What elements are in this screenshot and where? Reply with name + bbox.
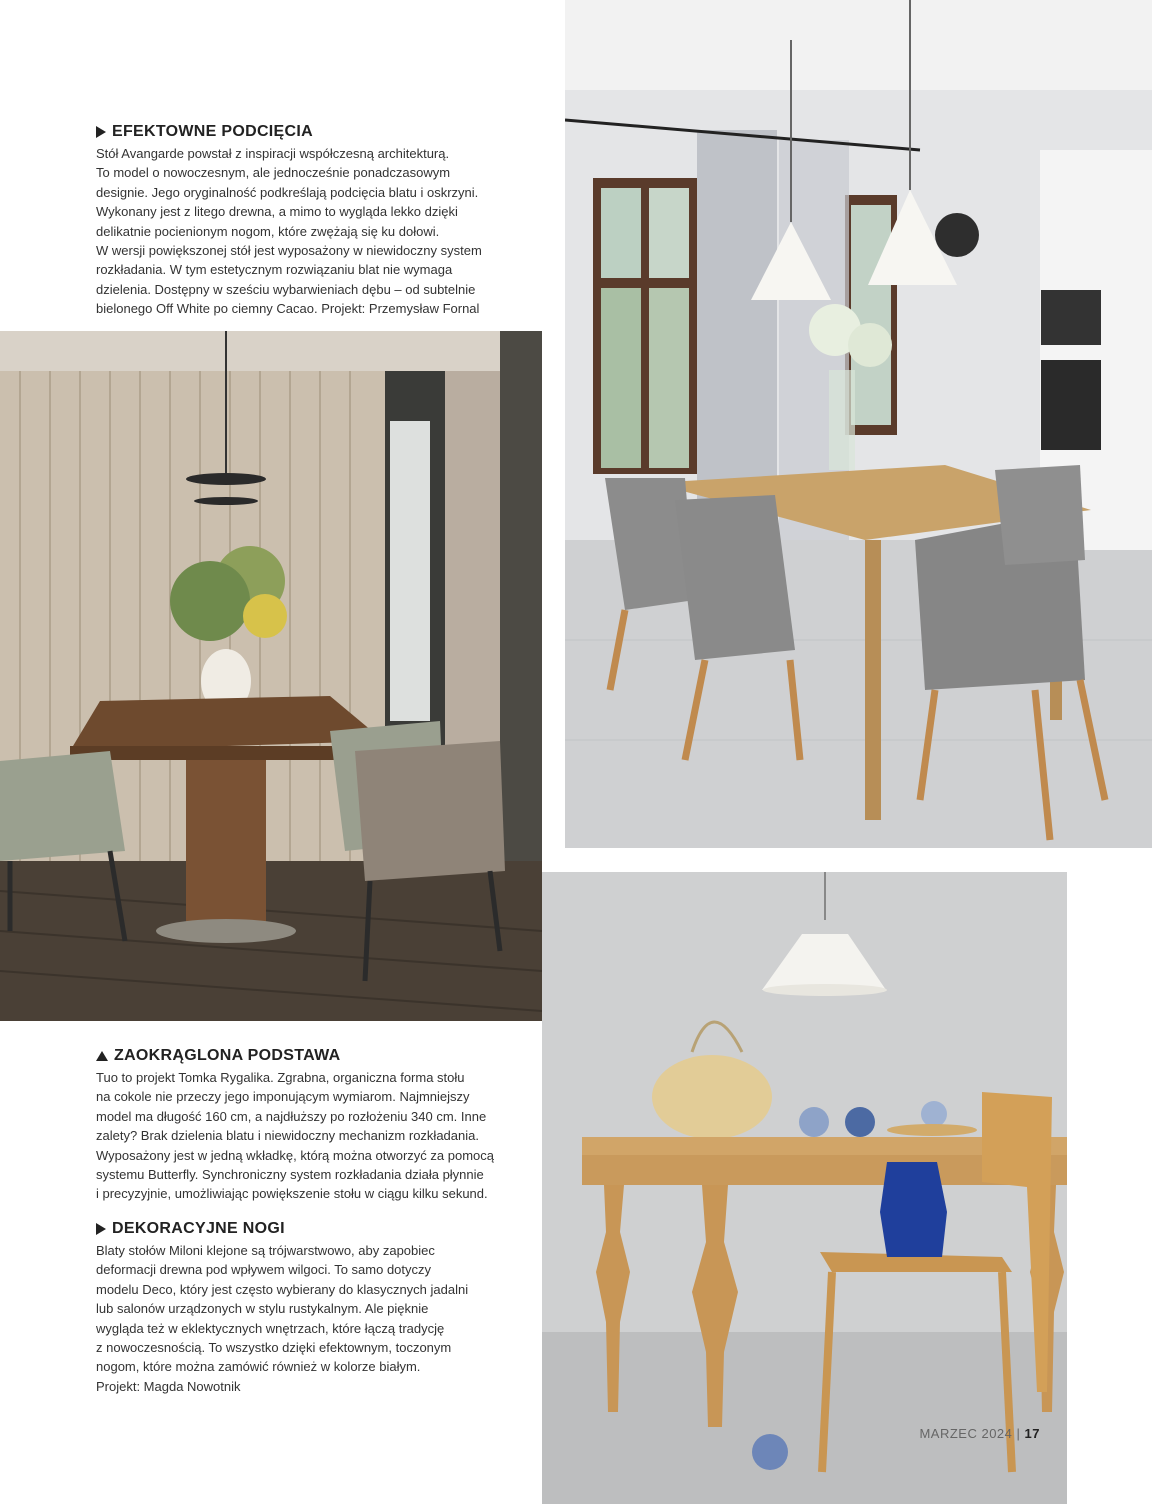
body-line: Projekt: Magda Nowotnik [96, 1378, 241, 1394]
body-line: To model o nowoczesnym, ale jednocześnie ponadczasowym [96, 165, 451, 181]
body-line: zalety? Brak dzielenia blatu i niewidoczny mechanizm rozkładania. [96, 1128, 479, 1144]
body-line: Tuo to projekt Tomka Rygalika. Zgrabna, organiczna forma stołu [96, 1070, 465, 1085]
footer-separator: | [1016, 1426, 1021, 1441]
article-dekoracyjne-nogi [96, 1219, 468, 1396]
photo-grey-chairs-oak-table-illustration [565, 0, 1152, 848]
body-line: Stół Avangarde powstał z inspiracji współczesną architekturą. [96, 146, 450, 161]
body-line: deformacji drewna pod wpływem wilgoci. To samo dotyczy [96, 1262, 432, 1278]
body-line: designie. Jego oryginalność podkreślają podcięcia blatu i oskrzyni. [96, 184, 479, 200]
photo-grey-chairs-oak-table [565, 0, 1152, 848]
body-line: wygląda też w eklektycznych wnętrzach, które łączą tradycję [96, 1320, 445, 1336]
section-heading: ZAOKRĄGLONA PODSTAWA [96, 1046, 494, 1066]
photo-pedestal-table-illustration [0, 331, 542, 1021]
photo-pedestal-table [0, 331, 542, 1021]
body-line: lub salonów urządzonych w stylu rustykalnym. Ale pięknie [96, 1301, 429, 1317]
article-zaokraglona-podstawa [96, 1046, 494, 1204]
body-line: Wykonany jest z litego drewna, a mimo to wygląda lekko dzięki [96, 204, 458, 220]
photo-turned-leg-table [542, 872, 1067, 1504]
issue-label: MARZEC 2024 [919, 1426, 1013, 1441]
body-line: systemu Butterfly. Synchroniczny system rozkładania działa płynnie [96, 1167, 484, 1183]
page-footer [919, 1426, 1040, 1441]
triangle-up-icon [96, 1051, 108, 1061]
photo-turned-leg-table-illustration [542, 872, 1067, 1504]
body-line: W wersji powiększonej stół jest wyposażony w niewidoczny system [96, 243, 482, 259]
body-line: z nowoczesnością. To wszystko dzięki efektownym, toczonym [96, 1340, 452, 1356]
triangle-right-icon [96, 1223, 106, 1235]
body-line: Blaty stołów Miloni klejone są trójwarstwowo, aby zapobiec [96, 1243, 435, 1258]
body-line: rozkładania. W tym estetycznym rozwiązaniu blat nie wymaga [96, 262, 453, 278]
body-line: Wyposażony jest w jedną wkładkę, którą można otworzyć za pomocą [96, 1147, 495, 1163]
body-line: nogom, które można zamówić również w kolorze białym. [96, 1359, 421, 1375]
body-line: i precyzyjnie, umożliwiając powiększenie stołu w ciągu kilku sekund. [96, 1186, 488, 1202]
section-heading: EFEKTOWNE PODCIĘCIA [96, 122, 482, 142]
body-line: modelu Deco, który jest często wybierany do klasycznych jadalni [96, 1281, 469, 1297]
article-efektowne-podciecia [96, 122, 482, 319]
triangle-right-icon [96, 126, 106, 138]
body-line: model ma długość 160 cm, a najdłuższy po rozłożeniu 340 cm. Inne [96, 1108, 487, 1124]
body-line: delikatnie pocienionym nogom, które zwężają się ku dołowi. [96, 223, 440, 239]
body-line: bielonego Off White po ciemny Cacao. Projekt: Przemysław Fornal [96, 301, 480, 317]
section-heading: DEKORACYJNE NOGI [96, 1219, 468, 1239]
body-line: na cokole nie przeczy jego imponującym wymiarom. Najmniejszy [96, 1089, 470, 1105]
body-line: dzielenia. Dostępny w sześciu wybarwieniach dębu – od subtelnie [96, 281, 476, 297]
page-number: 17 [1024, 1426, 1040, 1441]
